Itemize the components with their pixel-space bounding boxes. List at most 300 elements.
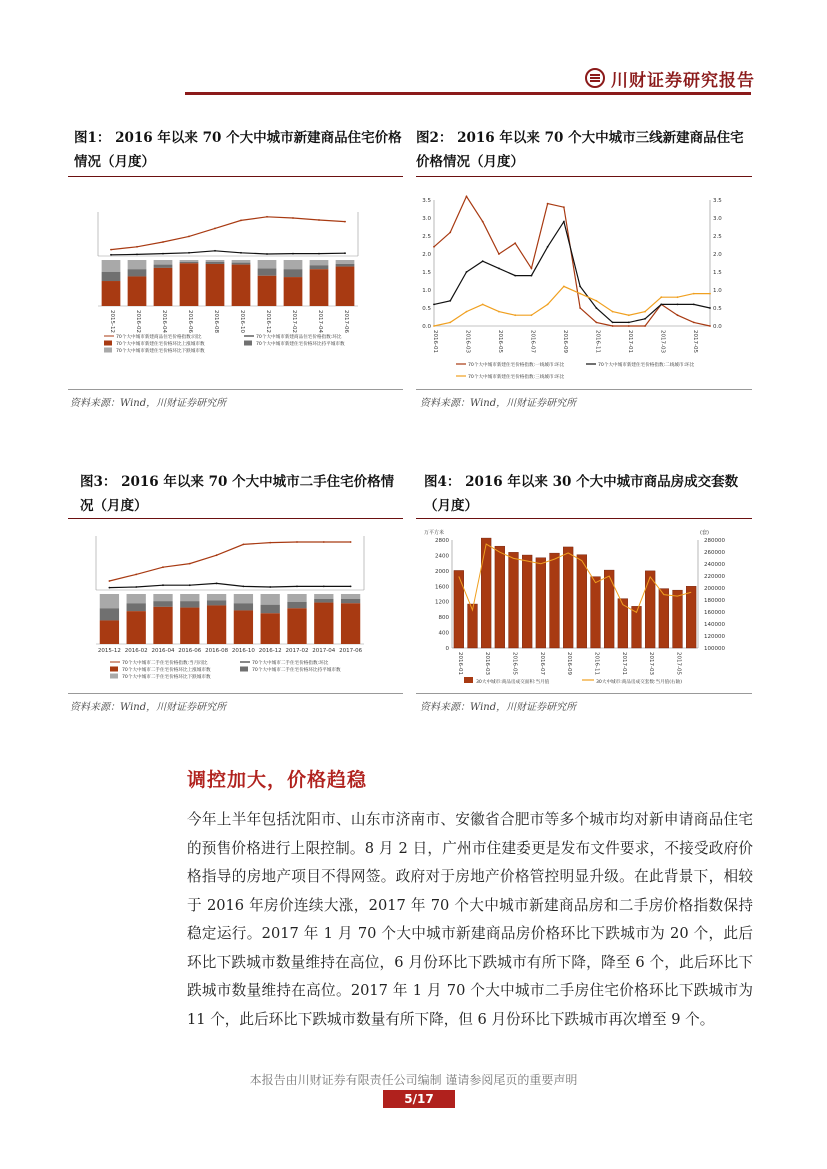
bar-area	[563, 547, 573, 648]
legend-label: 70个大中城市二手住宅价格指数:当月同比	[122, 661, 208, 666]
bar-up-segment	[261, 613, 280, 644]
legend-label: 70个大中城市新建商品住宅价格指数:同比	[116, 335, 202, 340]
legend-swatch	[464, 677, 473, 683]
x-tick-label: 2016-03	[484, 652, 491, 675]
bar-flat-segment	[128, 269, 147, 276]
data-point	[292, 253, 294, 255]
data-point	[709, 325, 711, 327]
bar-area	[577, 555, 587, 648]
bar-flat-segment	[284, 269, 303, 277]
legend-label: 70个大中城市新建商品住宅价格指数:环比	[256, 335, 342, 340]
data-point	[323, 541, 325, 543]
y-tick-label: 2400	[435, 553, 449, 560]
x-tick-label: 2016-06	[178, 648, 202, 654]
data-point	[612, 311, 614, 313]
y-right-tick-label: 140000	[704, 622, 725, 628]
x-tick-label: 2016-07	[529, 330, 536, 353]
figure-1-source-rule	[68, 389, 403, 390]
data-point	[266, 216, 268, 218]
legend-label: 70个大中城市新建住宅价格指数:一线城市:环比	[468, 363, 565, 368]
x-tick-label: 2016-11	[593, 652, 600, 675]
y-right-tick-label: 0.5	[713, 306, 722, 312]
data-point	[547, 246, 549, 248]
figure-4-source-rule	[416, 693, 752, 694]
bar-down-segment	[310, 260, 329, 265]
header-rule	[185, 92, 751, 95]
x-tick-label: 2016-08	[205, 648, 229, 654]
bar-down-segment	[341, 594, 360, 599]
x-tick-label: 2017-03	[659, 330, 666, 353]
figure-1-caption	[74, 126, 404, 174]
legend-label: 70个大中城市二手住宅价格指数:环比	[252, 661, 329, 666]
figure-4-title: 2016 年以来 30 个大中城市商品房成交套数（月度）	[424, 474, 739, 514]
x-tick-label: 2016-07	[538, 652, 545, 675]
x-tick-label: 2017-04	[312, 648, 336, 654]
y-tick-label: 2000	[435, 568, 449, 575]
data-point	[660, 296, 662, 298]
y-tick-label: 400	[438, 630, 449, 637]
figure-3-number: 图3：	[80, 474, 117, 490]
y-right-axis-unit: (套)	[700, 530, 709, 536]
figure-4-chart	[420, 526, 750, 688]
x-tick-label: 2016-02	[135, 310, 141, 333]
data-point	[612, 325, 614, 327]
x-tick-label: 2017-02	[291, 310, 297, 333]
data-point	[318, 253, 320, 255]
data-point	[628, 314, 630, 316]
bar-area	[536, 558, 546, 648]
x-tick-label: 2016-10	[231, 648, 255, 654]
figure-1-source: 资料来源：Wind，川财证券研究所	[70, 398, 227, 409]
data-point	[660, 304, 662, 306]
bar-down-segment	[336, 260, 355, 264]
data-point	[136, 246, 138, 248]
figure-2-source: 资料来源：Wind，川财证券研究所	[420, 398, 577, 409]
data-point	[677, 296, 679, 298]
data-point	[628, 322, 630, 324]
data-point	[269, 586, 271, 588]
y-right-tick-label: 100000	[704, 646, 725, 652]
report-brand-title: 川财证券研究报告	[611, 71, 755, 91]
y-tick-label: 2.0	[422, 252, 431, 258]
data-point	[344, 252, 346, 254]
data-point	[162, 566, 164, 568]
data-point	[677, 304, 679, 306]
x-tick-label: 2016-08	[213, 310, 219, 333]
data-point	[433, 325, 435, 327]
y-right-tick-label: 120000	[704, 634, 725, 640]
x-tick-label: 2015-12	[97, 648, 121, 654]
data-point	[579, 293, 581, 295]
bar-down-segment	[153, 594, 172, 601]
x-tick-label: 2016-03	[464, 330, 471, 353]
x-tick-label: 2016-05	[511, 652, 518, 675]
bar-up-segment	[127, 611, 146, 644]
bar-flat-segment	[180, 601, 199, 607]
x-tick-label: 2016-09	[566, 652, 573, 675]
data-point	[296, 541, 298, 543]
figure-3-caption	[80, 470, 402, 518]
legend-swatch	[110, 667, 118, 672]
figure-1-caption-rule	[68, 176, 403, 177]
bar-up-segment	[207, 605, 226, 644]
data-point	[644, 318, 646, 320]
data-point	[466, 271, 468, 273]
bar-area	[604, 570, 614, 648]
data-point	[243, 586, 245, 588]
y-right-tick-label: 3.0	[713, 216, 722, 222]
bar-area	[673, 590, 683, 648]
bar-up-segment	[180, 608, 199, 644]
data-point	[563, 206, 565, 208]
y-tick-label: 2.5	[422, 234, 431, 240]
x-tick-label: 2017-04	[317, 310, 323, 333]
x-tick-label: 2016-10	[239, 310, 245, 333]
figure-1-number: 图1：	[74, 130, 111, 146]
y-right-tick-label: 200000	[704, 586, 725, 592]
data-point	[644, 325, 646, 327]
legend-swatch	[104, 348, 112, 353]
figure-4-source: 资料来源：Wind，川财证券研究所	[420, 702, 577, 713]
bar-area	[481, 538, 491, 648]
x-tick-label: 2017-03	[648, 652, 655, 675]
data-point	[628, 325, 630, 327]
y-right-tick-label: 280000	[704, 538, 725, 544]
data-point	[296, 586, 298, 588]
x-tick-label: 2016-02	[124, 648, 148, 654]
data-point	[243, 544, 245, 546]
bar-down-segment	[261, 594, 280, 605]
x-tick-label: 2016-11	[594, 330, 601, 353]
legend-swatch	[104, 341, 112, 346]
figure-2-chart	[418, 184, 750, 384]
legend-label: 70个大中城市新建住宅价格环比上涨城市数	[116, 342, 205, 347]
legend-label: 70个大中城市新建住宅价格环比持平城市数	[256, 342, 345, 347]
data-point	[531, 275, 533, 277]
bar-up-segment	[287, 608, 306, 644]
y-tick-label: 0.5	[422, 306, 431, 312]
y-tick-label: 1600	[435, 584, 449, 591]
bar-down-segment	[127, 594, 146, 603]
figure-3-source: 资料来源：Wind，川财证券研究所	[70, 702, 227, 713]
y-right-tick-label: 0.0	[713, 324, 722, 330]
bar-down-segment	[102, 260, 121, 272]
figure-2-caption	[416, 126, 746, 174]
y-axis-unit: 万平方米	[424, 530, 445, 536]
legend-swatch	[240, 667, 248, 672]
x-tick-label: 2016-06	[187, 310, 193, 333]
x-tick-label: 2016-12	[265, 310, 271, 333]
series-line-1	[109, 542, 350, 581]
bar-up-segment	[284, 277, 303, 306]
data-point	[135, 574, 137, 576]
data-point	[693, 322, 695, 324]
bar-up-segment	[314, 603, 333, 644]
bar-up-segment	[128, 276, 147, 306]
figure-2-title: 2016 年以来 70 个大中城市三线新建商品住宅价格情况（月度）	[416, 130, 744, 170]
bar-area	[454, 570, 464, 648]
bar-down-segment	[206, 260, 225, 262]
series-line-1	[111, 217, 345, 250]
y-tick-label: 3.5	[422, 198, 431, 204]
x-tick-label: 2017-02	[285, 648, 309, 654]
data-point	[214, 228, 216, 230]
bar-down-segment	[154, 260, 173, 265]
x-tick-label: 2016-04	[161, 310, 167, 333]
series-line-1	[434, 196, 710, 326]
bar-up-segment	[258, 276, 277, 306]
bar-up-segment	[232, 265, 251, 306]
data-point	[344, 221, 346, 223]
bar-flat-segment	[207, 600, 226, 605]
x-tick-label: 2016-05	[496, 330, 503, 353]
section-heading: 调控加大，价格趋稳	[187, 769, 368, 791]
brand-logo-icon	[585, 68, 605, 88]
bar-flat-segment	[341, 599, 360, 603]
legend-label: 70个大中城市新建住宅价格指数:三线城市:环比	[468, 375, 565, 380]
bar-flat-segment	[154, 265, 173, 268]
y-right-tick-label: 240000	[704, 562, 725, 568]
figure-2-source-rule	[416, 389, 752, 390]
data-point	[323, 586, 325, 588]
bar-flat-segment	[261, 605, 280, 614]
data-point	[531, 314, 533, 316]
bar-down-segment	[128, 260, 147, 269]
bar-up-segment	[310, 269, 329, 306]
figure-3-caption-rule	[68, 518, 403, 519]
data-point	[693, 304, 695, 306]
figure-4-caption-rule	[416, 518, 752, 519]
series-line-3	[434, 286, 710, 326]
bar-up-segment	[336, 267, 355, 306]
page-number: 5/17	[383, 1090, 455, 1108]
data-point	[547, 203, 549, 205]
body-paragraph: 今年上半年包括沈阳市、山东市济南市、安徽省合肥市等多个城市均对新申请商品住宅的预售价格进行上限控制。8 月 2 日，广州市住建委更是发布文件要求，不接受政府价格指导的房地产项目不得网签。政府对于房地产价格管控明显升级。在此背景下，相较于 2016 年房价连续大涨，2017 年 70 个大中城市新建商品房和二手房价格指数保持稳定运行。2017 年 1 月 70 个大中城市新建商品房价格环比下跌城市为 20 个，此后环比下跌城市数量维持在高位，6 月份环比下跌城市有所下降，降至 6 个，此后环比下跌城市数量维持在高位。2017 年 1 月 70 个大中城市二手房住宅价格环比下跌城市为 11 个，此后环比下跌城市数量有所下降，但 6 月份环比下跌城市再次增至 9 个。	[187, 811, 753, 1028]
legend-label: 70个大中城市二手住宅价格环比上涨城市数	[122, 668, 211, 673]
bar-flat-segment	[206, 262, 225, 264]
bar-down-segment	[284, 260, 303, 269]
data-point	[466, 311, 468, 313]
x-tick-label: 2017-01	[620, 652, 627, 675]
y-tick-label: 1.0	[422, 288, 431, 294]
data-point	[189, 584, 191, 586]
series-line-2	[111, 251, 345, 255]
data-point	[498, 253, 500, 255]
data-point	[612, 322, 614, 324]
bar-up-segment	[180, 263, 199, 306]
y-right-tick-label: 260000	[704, 550, 725, 556]
data-point	[498, 311, 500, 313]
x-tick-label: 2015-12	[109, 310, 115, 333]
x-tick-label: 2016-01	[432, 330, 438, 353]
bar-flat-segment	[102, 272, 121, 281]
bar-area	[591, 577, 601, 648]
figure-4-number: 图4：	[424, 474, 461, 490]
bar-up-segment	[153, 607, 172, 644]
bar-area	[522, 555, 532, 648]
bar-up-segment	[341, 603, 360, 644]
y-right-tick-label: 180000	[704, 598, 725, 604]
data-point	[498, 268, 500, 270]
y-tick-label: 2800	[435, 538, 449, 544]
bar-area	[659, 589, 669, 648]
figure-2-number: 图2：	[416, 130, 453, 146]
data-point	[709, 307, 711, 309]
figure-4-caption	[424, 470, 748, 518]
bar-down-segment	[258, 260, 277, 269]
bar-down-segment	[234, 594, 253, 603]
data-point	[318, 219, 320, 221]
data-point	[547, 304, 549, 306]
bar-area	[509, 552, 519, 648]
bar-down-segment	[232, 260, 251, 263]
data-point	[216, 554, 218, 556]
data-point	[136, 254, 138, 256]
data-point	[214, 250, 216, 252]
legend-label: 30大中城市:商品房成交面积:当月值	[476, 680, 550, 685]
x-tick-label: 2017-01	[626, 330, 633, 353]
data-point	[595, 300, 597, 302]
legend-label: 70个大中城市新建住宅价格环比下跌城市数	[116, 349, 205, 354]
y-tick-label: 1.5	[422, 270, 431, 276]
y-tick-label: 3.0	[422, 216, 431, 222]
data-point	[514, 275, 516, 277]
series-line-2	[109, 583, 350, 587]
y-right-tick-label: 160000	[704, 610, 725, 616]
figure-2-caption-rule	[416, 176, 752, 177]
y-tick-label: 0.0	[422, 324, 431, 330]
bar-flat-segment	[180, 262, 199, 263]
x-tick-label: 2016-04	[151, 648, 175, 654]
x-tick-label: 2017-05	[691, 330, 698, 353]
bar-down-segment	[180, 594, 199, 601]
data-point	[269, 542, 271, 544]
data-point	[266, 253, 268, 255]
legend-swatch	[244, 341, 252, 346]
y-right-tick-label: 3.5	[713, 198, 722, 204]
bar-flat-segment	[234, 603, 253, 610]
data-point	[514, 314, 516, 316]
y-tick-label: 800	[438, 615, 449, 622]
bar-area	[550, 553, 560, 648]
x-tick-label: 2017-05	[675, 652, 682, 675]
data-point	[482, 260, 484, 262]
data-point	[482, 304, 484, 306]
y-right-tick-label: 1.5	[713, 270, 722, 276]
data-point	[466, 196, 468, 198]
bar-flat-segment	[258, 269, 277, 276]
figure-3-chart	[76, 528, 398, 684]
bar-area	[495, 546, 505, 648]
bar-flat-segment	[232, 263, 251, 265]
x-tick-label: 2017-06	[339, 648, 363, 654]
legend-label: 30大中城市:商品房成交套数:当月值(右轴)	[596, 680, 683, 685]
data-point	[579, 307, 581, 309]
footer-notice: 本报告由川财证券有限责任公司编制 谨请参阅尾页的重要声明	[249, 1073, 578, 1087]
data-point	[135, 586, 137, 588]
data-point	[292, 217, 294, 219]
data-point	[644, 311, 646, 313]
data-point	[189, 563, 191, 565]
bar-down-segment	[100, 594, 119, 608]
y-tick-label: 0	[445, 646, 449, 652]
data-point	[350, 586, 352, 588]
bar-down-segment	[180, 260, 199, 262]
data-point	[595, 322, 597, 324]
bar-flat-segment	[100, 608, 119, 620]
data-point	[110, 249, 112, 251]
legend-swatch	[110, 674, 118, 679]
x-tick-label: 2017-06	[343, 310, 349, 333]
legend-label: 70个大中城市二手住宅价格环比持平城市数	[252, 668, 341, 673]
data-point	[188, 236, 190, 238]
y-right-tick-label: 2.0	[713, 252, 722, 258]
bar-flat-segment	[287, 602, 306, 608]
y-right-tick-label: 2.5	[713, 234, 722, 240]
data-point	[595, 307, 597, 309]
bar-flat-segment	[314, 599, 333, 603]
data-point	[188, 252, 190, 254]
bar-down-segment	[207, 594, 226, 600]
figure-1-title: 2016 年以来 70 个大中城市新建商品住宅价格情况（月度）	[74, 130, 402, 170]
data-point	[693, 293, 695, 295]
bar-flat-segment	[127, 603, 146, 611]
bar-up-segment	[206, 264, 225, 306]
bar-down-segment	[287, 594, 306, 602]
bar-flat-segment	[153, 601, 172, 607]
data-point	[579, 286, 581, 288]
data-point	[216, 583, 218, 585]
bar-down-segment	[314, 594, 333, 599]
legend-label: 70个大中城市二手住宅价格环比下跌城市数	[122, 675, 211, 680]
x-tick-label: 2016-09	[561, 330, 568, 353]
data-point	[563, 286, 565, 288]
data-point	[563, 221, 565, 223]
bar-flat-segment	[310, 265, 329, 269]
data-point	[162, 241, 164, 243]
data-point	[109, 580, 111, 582]
bar-area	[645, 571, 655, 648]
bar-area	[686, 586, 696, 648]
data-point	[110, 254, 112, 256]
data-point	[162, 584, 164, 586]
x-tick-label: 2016-12	[258, 648, 282, 654]
y-tick-label: 1200	[435, 599, 449, 606]
data-point	[677, 314, 679, 316]
data-point	[109, 587, 111, 589]
bar-up-segment	[100, 620, 119, 644]
series-line-units	[459, 544, 691, 612]
data-point	[240, 252, 242, 254]
data-point	[449, 322, 451, 324]
bar-up-segment	[102, 281, 121, 306]
data-point	[162, 253, 164, 255]
legend-label: 70个大中城市新建住宅价格指数:二线城市:环比	[598, 363, 695, 368]
data-point	[240, 220, 242, 222]
x-tick-label: 2016-01	[456, 652, 463, 675]
figure-3-title: 2016 年以来 70 个大中城市二手住宅价格情况（月度）	[80, 474, 395, 514]
data-point	[514, 242, 516, 244]
data-point	[709, 293, 711, 295]
figure-1-chart	[80, 198, 385, 363]
bar-up-segment	[234, 610, 253, 644]
data-point	[449, 300, 451, 302]
data-point	[482, 221, 484, 223]
y-right-tick-label: 1.0	[713, 288, 722, 294]
data-point	[433, 246, 435, 248]
figure-3-source-rule	[68, 693, 403, 694]
data-point	[531, 268, 533, 270]
